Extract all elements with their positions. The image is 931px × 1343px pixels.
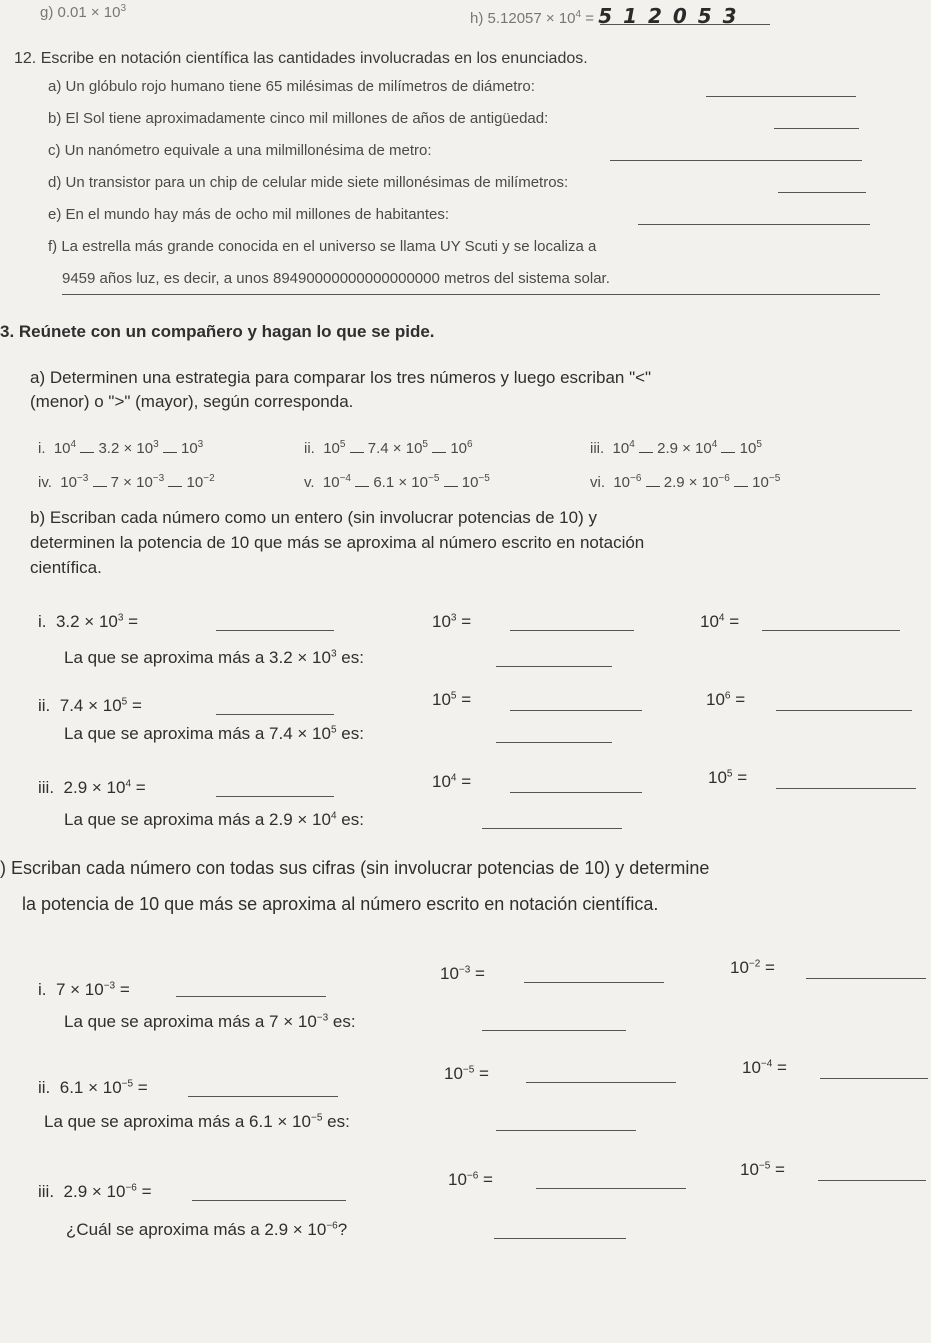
b-ii-expr: 7.4 × 10: [59, 696, 122, 715]
item-h-label: h): [470, 10, 484, 27]
q12-answer-e[interactable]: [638, 224, 870, 225]
compare-iv-b: 7 × 10: [110, 474, 153, 491]
compare-vi-a: 10: [613, 474, 631, 491]
c-i-main: i. $7 \times 10^{-3}$ =: [38, 980, 130, 999]
compare-v-blank1[interactable]: [355, 485, 369, 487]
compare-vi-blank2[interactable]: [734, 485, 748, 487]
c-i-es: es:: [328, 1012, 356, 1031]
compare-ii-blank2[interactable]: [432, 451, 446, 453]
c-i-approx-answer[interactable]: [482, 1030, 626, 1031]
compare-v: v. $10^{-4}$ $6.1 \times 10^{-5}$ $10^{-5}$: [304, 473, 490, 491]
item-h-answer: 5 1 2 0 5 3: [598, 4, 739, 28]
compare-iv-blank2[interactable]: [168, 485, 182, 487]
c-i-answer[interactable]: [176, 996, 326, 997]
b-i-answer[interactable]: [216, 630, 334, 631]
b-i-expr: 3.2 × 10: [55, 612, 118, 631]
compare-vi-blank1[interactable]: [646, 485, 660, 487]
compare-iii-blank2[interactable]: [721, 451, 735, 453]
compare-i-label: i.: [38, 440, 46, 457]
compare-v-label: v.: [304, 474, 315, 491]
compare-vi-label: vi.: [590, 474, 605, 491]
q12-answer-b[interactable]: [774, 128, 859, 129]
q13-a-line1: a) Determinen una estrategia para comparar los tres números y luego escriban "<": [30, 368, 652, 387]
c-ii-es: es:: [322, 1112, 350, 1131]
b-i-p2-base: 10: [700, 612, 719, 631]
c-i-p2-base: 10: [730, 958, 749, 977]
q12-title: 12. Escribe en notación científica las cantidades involucradas en los enunciados.: [14, 50, 588, 67]
b-i-approx: La que se aproxima más a $3.2 \times 10^3$ es:: [64, 648, 364, 667]
compare-iv-c: 10: [186, 474, 204, 491]
compare-ii-blank1[interactable]: [350, 451, 364, 453]
item-g: g) $0.01 \times 10^3$: [40, 3, 127, 21]
q13-a-line2: (menor) o ">" (mayor), según corresponda.: [30, 392, 354, 411]
item-h-expr: 5.12057 × 10: [487, 10, 576, 27]
compare-iv: iv. $10^{-3}$ $7 \times 10^{-3}$ $10^{-2}$: [38, 473, 215, 491]
c-iii-p1-base: 10: [448, 1170, 467, 1189]
c-iii-es: ?: [337, 1220, 348, 1239]
compare-ii-a: 10: [323, 440, 340, 457]
c-i-label: i.: [38, 980, 47, 999]
q12-answer-c[interactable]: [610, 160, 862, 161]
q12-item-b: b) El Sol tiene aproximadamente cinco mil millones de años de antigüedad:: [48, 110, 549, 127]
q12-item-f: f) La estrella más grande conocida en el universo se llama UY Scuti y se localiza a: [48, 238, 597, 255]
c-i-expr: 7 × 10: [55, 980, 104, 999]
b-ii-p2-base: 10: [706, 690, 725, 709]
compare-iii-label: iii.: [590, 440, 605, 457]
c-i-p1: $10^{-3}$ =: [440, 964, 485, 983]
c-ii-label: ii.: [38, 1078, 51, 1097]
b-ii-p1-base: 10: [432, 690, 451, 709]
q13-c-line2: la potencia de 10 que más se aproxima al número escrito en notación científica.: [22, 894, 659, 914]
b-i-es: es:: [336, 648, 364, 667]
c-iii-answer[interactable]: [192, 1200, 346, 1201]
c-iii-p2: $10^{-5}$ =: [740, 1160, 785, 1179]
q12-answer-f[interactable]: [62, 294, 880, 295]
compare-iv-blank1[interactable]: [93, 485, 107, 487]
c-ii-p1-answer[interactable]: [526, 1082, 676, 1083]
b-ii-es: es:: [336, 724, 364, 743]
c-iii-approx-answer[interactable]: [494, 1238, 626, 1239]
c-ii-main: ii. $6.1 \times 10^{-5}$ =: [38, 1078, 148, 1097]
b-ii-approx-answer[interactable]: [496, 742, 612, 743]
compare-ii-b: 7.4 × 10: [367, 440, 423, 457]
b-ii-p1: $10^5$ =: [432, 690, 472, 709]
c-ii-approx-answer[interactable]: [496, 1130, 636, 1131]
c-ii-p2-base: 10: [742, 1058, 761, 1077]
c-i-p2-answer[interactable]: [806, 978, 926, 979]
b-ii-answer[interactable]: [216, 714, 334, 715]
compare-iii-blank1[interactable]: [639, 451, 653, 453]
compare-i-c: 10: [180, 440, 198, 457]
c-ii-approx: La que se aproxima más a $6.1 \times 10^{-5}$ es:: [44, 1112, 350, 1131]
c-ii-p2-answer[interactable]: [820, 1078, 928, 1079]
q12-item-a: a) Un glóbulo rojo humano tiene 65 milésimas de milímetros de diámetro:: [48, 78, 535, 95]
compare-i-a: 10: [53, 440, 71, 457]
b-iii-p2-answer[interactable]: [776, 788, 916, 789]
c-ii-p2: $10^{-4}$ =: [742, 1058, 787, 1077]
c-iii-main: iii. $2.9 \times 10^{-6}$ =: [38, 1182, 152, 1201]
c-i-approx-text: La que se aproxima más a 7 × 10: [64, 1012, 317, 1031]
compare-ii: ii. $10^5$ $7.4 \times 10^5$ $10^6$: [304, 439, 473, 457]
q13-b-line3: científica.: [30, 558, 102, 577]
b-ii-p1-answer[interactable]: [510, 710, 642, 711]
b-i-label: i.: [38, 612, 47, 631]
q12-item-c: c) Un nanómetro equivale a una milmillonésima de metro:: [48, 142, 432, 159]
compare-ii-c: 10: [450, 440, 468, 457]
b-ii-approx-text: La que se aproxima más a 7.4 × 10: [64, 724, 331, 743]
b-iii-p1: $10^4$ =: [432, 772, 472, 791]
q13-c-line1: ) Escriban cada número con todas sus cifras (sin involucrar potencias de 10) y determine: [0, 858, 710, 878]
b-iii-p1-base: 10: [432, 772, 451, 791]
c-iii-p1-answer[interactable]: [536, 1188, 686, 1189]
b-ii-label: ii.: [38, 696, 51, 715]
c-ii-expr: 6.1 × 10: [59, 1078, 122, 1097]
b-iii-es: es:: [336, 810, 364, 829]
c-ii-approx-text: La que se aproxima más a 6.1 × 10: [44, 1112, 311, 1131]
b-i-p2-answer[interactable]: [762, 630, 900, 631]
b-ii-p2: $10^6$ =: [706, 690, 746, 709]
c-ii-answer[interactable]: [188, 1096, 338, 1097]
compare-iv-a: 10: [60, 474, 77, 491]
compare-i-b: 3.2 × 10: [98, 440, 154, 457]
compare-i-blank1[interactable]: [80, 451, 94, 453]
b-iii-p2: $10^5$ =: [708, 768, 748, 787]
b-iii-answer[interactable]: [216, 796, 334, 797]
q12-item-d: d) Un transistor para un chip de celular mide siete millonésimas de milímetros:: [48, 174, 569, 191]
c-i-p1-base: 10: [440, 964, 459, 983]
q13-b-line2: determinen la potencia de 10 que más se aproxima al número escrito en notación: [30, 533, 645, 552]
compare-i-blank2[interactable]: [163, 451, 177, 453]
b-iii-approx-text: La que se aproxima más a 2.9 × 10: [64, 810, 331, 829]
c-ii-p1-base: 10: [444, 1064, 463, 1083]
b-ii-p2-answer[interactable]: [776, 710, 912, 711]
q12-answer-a[interactable]: [706, 96, 856, 97]
q13-title: 3. Reúnete con un compañero y hagan lo que se pide.: [0, 322, 435, 341]
b-ii-main: ii. $7.4 \times 10^5$ =: [38, 696, 142, 715]
compare-ii-label: ii.: [304, 440, 315, 457]
b-iii-label: iii.: [38, 778, 55, 797]
compare-v-c: 10: [461, 474, 479, 491]
c-i-p2: $10^{-2}$ =: [730, 958, 775, 977]
q13-b-line1: b) Escriban cada número como un entero (sin involucrar potencias de 10) y: [30, 508, 597, 527]
b-i-p1-answer[interactable]: [510, 630, 634, 631]
h-answer-line: [600, 24, 770, 25]
b-i-approx-text: La que se aproxima más a 3.2 × 10: [64, 648, 331, 667]
item-g-label: g): [40, 4, 54, 21]
compare-iii-c: 10: [739, 440, 757, 457]
b-ii-approx: La que se aproxima más a $7.4 \times 10^5$ es:: [64, 724, 364, 743]
compare-iv-label: iv.: [38, 474, 52, 491]
b-iii-p1-answer[interactable]: [510, 792, 642, 793]
c-iii-p2-base: 10: [740, 1160, 759, 1179]
c-i-p1-answer[interactable]: [524, 982, 664, 983]
compare-i: i. $10^4$ $3.2 \times 10^3$ $10^3$: [38, 439, 204, 457]
b-iii-expr: 2.9 × 10: [63, 778, 126, 797]
item-h: h) $5.12057 \times 10^4 = 5$ 1 2 0 5 3: [470, 4, 739, 28]
c-iii-p2-answer[interactable]: [818, 1180, 926, 1181]
q12-item-f-cont: 9459 años luz, es decir, a unos 89490000000000000000 metros del sistema solar.: [62, 270, 610, 287]
compare-iii-b: 2.9 × 10: [657, 440, 712, 457]
c-iii-expr: 2.9 × 10: [63, 1182, 126, 1201]
c-iii-label: iii.: [38, 1182, 55, 1201]
b-iii-p2-base: 10: [708, 768, 727, 787]
b-i-p1-base: 10: [432, 612, 451, 631]
b-iii-main: iii. $2.9 \times 10^4$ =: [38, 778, 146, 797]
b-i-main: i. $3.2 \times 10^3$ =: [38, 612, 139, 631]
compare-iii: iii. $10^4$ $2.9 \times 10^4$ $10^5$: [590, 439, 762, 457]
compare-v-b: 6.1 × 10: [373, 474, 428, 491]
q12-item-e: e) En el mundo hay más de ocho mil millones de habitantes:: [48, 206, 450, 223]
c-iii-approx-text: ¿Cuál se aproxima más a 2.9 × 10: [66, 1220, 327, 1239]
c-ii-p1: $10^{-5}$ =: [444, 1064, 489, 1083]
c-iii-p1: $10^{-6}$ =: [448, 1170, 493, 1189]
compare-v-a: 10: [322, 474, 340, 491]
b-i-p2: $10^4$ =: [700, 612, 740, 631]
c-iii-approx: ¿Cuál se aproxima más a $2.9 \times 10^{-6}$?: [66, 1220, 348, 1239]
compare-iii-a: 10: [612, 440, 630, 457]
compare-vi-b: 2.9 × 10: [663, 474, 719, 491]
b-iii-approx-answer[interactable]: [482, 828, 622, 829]
b-iii-approx: La que se aproxima más a $2.9 \times 10^4$ es:: [64, 810, 364, 829]
compare-vi-c: 10: [752, 474, 769, 491]
compare-vi: vi. $10^{-6}$ $2.9 \times 10^{-6}$ $10^{-5}$: [590, 473, 781, 491]
c-i-approx: La que se aproxima más a $7 \times 10^{-3}$ es:: [64, 1012, 356, 1031]
q12-answer-d[interactable]: [778, 192, 866, 193]
b-i-p1: $10^3$ =: [432, 612, 472, 631]
b-i-approx-answer[interactable]: [496, 666, 612, 667]
item-g-expr: 0.01 × 10: [57, 4, 121, 21]
compare-v-blank2[interactable]: [444, 485, 458, 487]
